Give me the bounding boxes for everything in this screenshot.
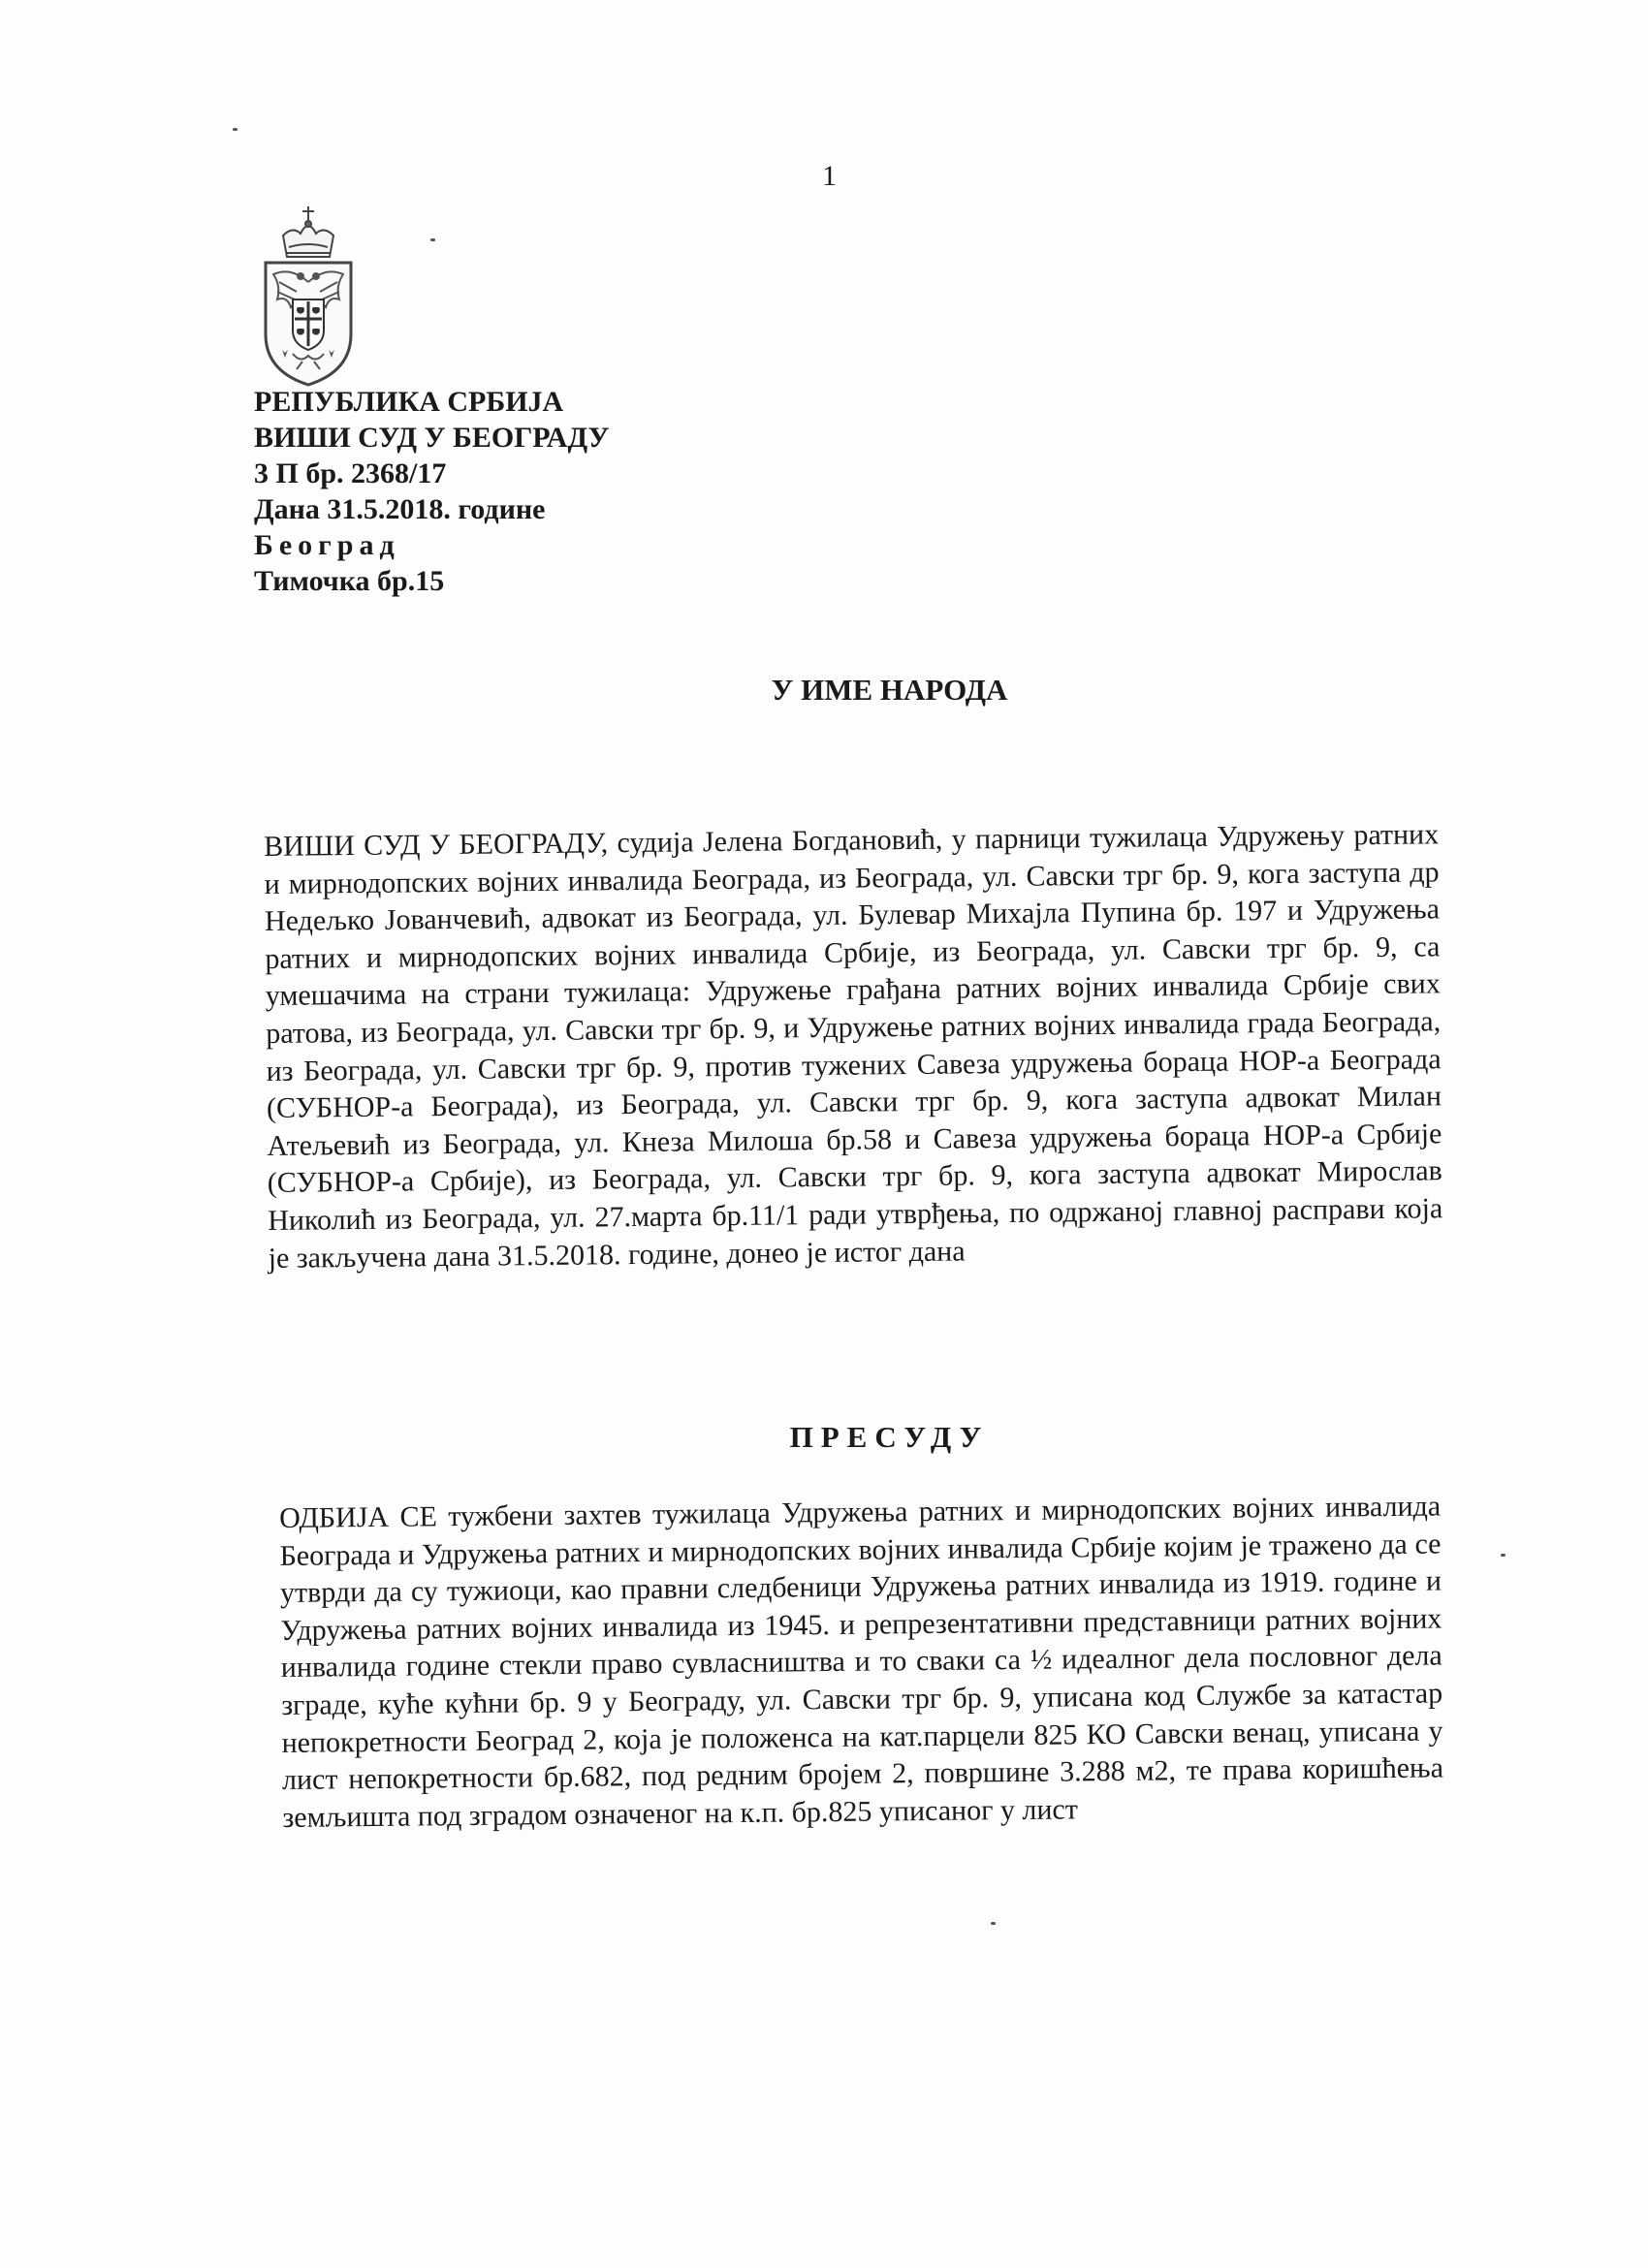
scan-speck xyxy=(430,238,435,241)
header-court-name: ВИШИ СУД У БЕОГРАДУ xyxy=(254,422,610,454)
page-number: 1 xyxy=(822,160,837,192)
header-republic: РЕПУБЛИКА СРБИЈА xyxy=(254,386,564,418)
scan-speck xyxy=(991,1922,996,1925)
header-case-number: 3 П бр. 2368/17 xyxy=(254,457,447,489)
heading-in-the-name-of-the-people: У ИМЕ НАРОДА xyxy=(771,673,1008,707)
court-header xyxy=(254,384,609,599)
serbian-coat-of-arms-icon xyxy=(258,199,359,389)
verdict-paragraph: ОДБИЈА СЕ тужбени захтев тужилаца Удружења ратних и мирнодопских војних инвалида Београда и Удружења ратних и мирнодопских војних инвалида Србије којим је тражено да се утврди да су тужиоци, као правни следбеници Удружења ратних инвалида из 1919. године и Удружења ратних војних инвалида из 1945. и репрезентативни представници ратних војних инвалида године стекли право сувласништва и то сваки са ½ идеалног дела пословног дела зграде, куће кућни бр. 9 у Београду, ул. Савски трг бр. 9, уписана код Службе за катастар непокретности Београд 2, која је положенса на кат.парцели 825 КО Савски венац, уписана у лист непокретности бр.682, под редним бројем 2, површине 3.288 м2, те права коришћења земљишта под зградом означеног на к.п. бр.825 уписаног у лист xyxy=(279,1490,1444,1834)
header-address: Тимочка бр.15 xyxy=(254,565,445,597)
header-date: Дана 31.5.2018. године xyxy=(254,493,546,525)
scan-speck xyxy=(233,128,238,131)
header-city: Београд xyxy=(254,529,400,561)
scan-speck xyxy=(1501,1554,1505,1557)
intro-paragraph: ВИШИ СУД У БЕОГРАДУ, судија Јелена Богдановић, у парници тужилаца Удружењу ратних и мирнодопских војних инвалида Београда, из Београда, ул. Савски трг бр. 9, кога заступа др Недељко Јованчевић, адвокат из Београда, ул. Булевар Михајла Пупина бр. 197 и Удружења ратних и мирнодопских војних инвалида Србије, из Београда, ул. Савски трг бр. 9, са умешачима на страни тужилаца: Удружење грађана ратних војних инвалида Србије свих ратова, из Београда, ул. Савски трг бр. 9, и Удружење ратних војних инвалида града Београда, из Београда, ул. Савски трг бр. 9, против тужених Савеза удружења бораца НОР-а Београда (СУБНОР-а Београда), из Београда, ул. Савски трг бр. 9, кога заступа адвокат Милан Атељевић из Београда, ул. Кнеза Милоша бр.58 и Савеза удружења бораца НОР-а Србије (СУБНОР-а Србије), из Београда, ул. Савски трг бр. 9, кога заступа адвокат Мирослав Николић из Београда, ул. 27.марта бр.11/1 ради утврђења, по одржаној главној расправи која је закључена дана 31.5.2018. године, донео је истог дана xyxy=(264,818,1443,1275)
heading-verdict: ПРЕСУДУ xyxy=(789,1420,990,1454)
